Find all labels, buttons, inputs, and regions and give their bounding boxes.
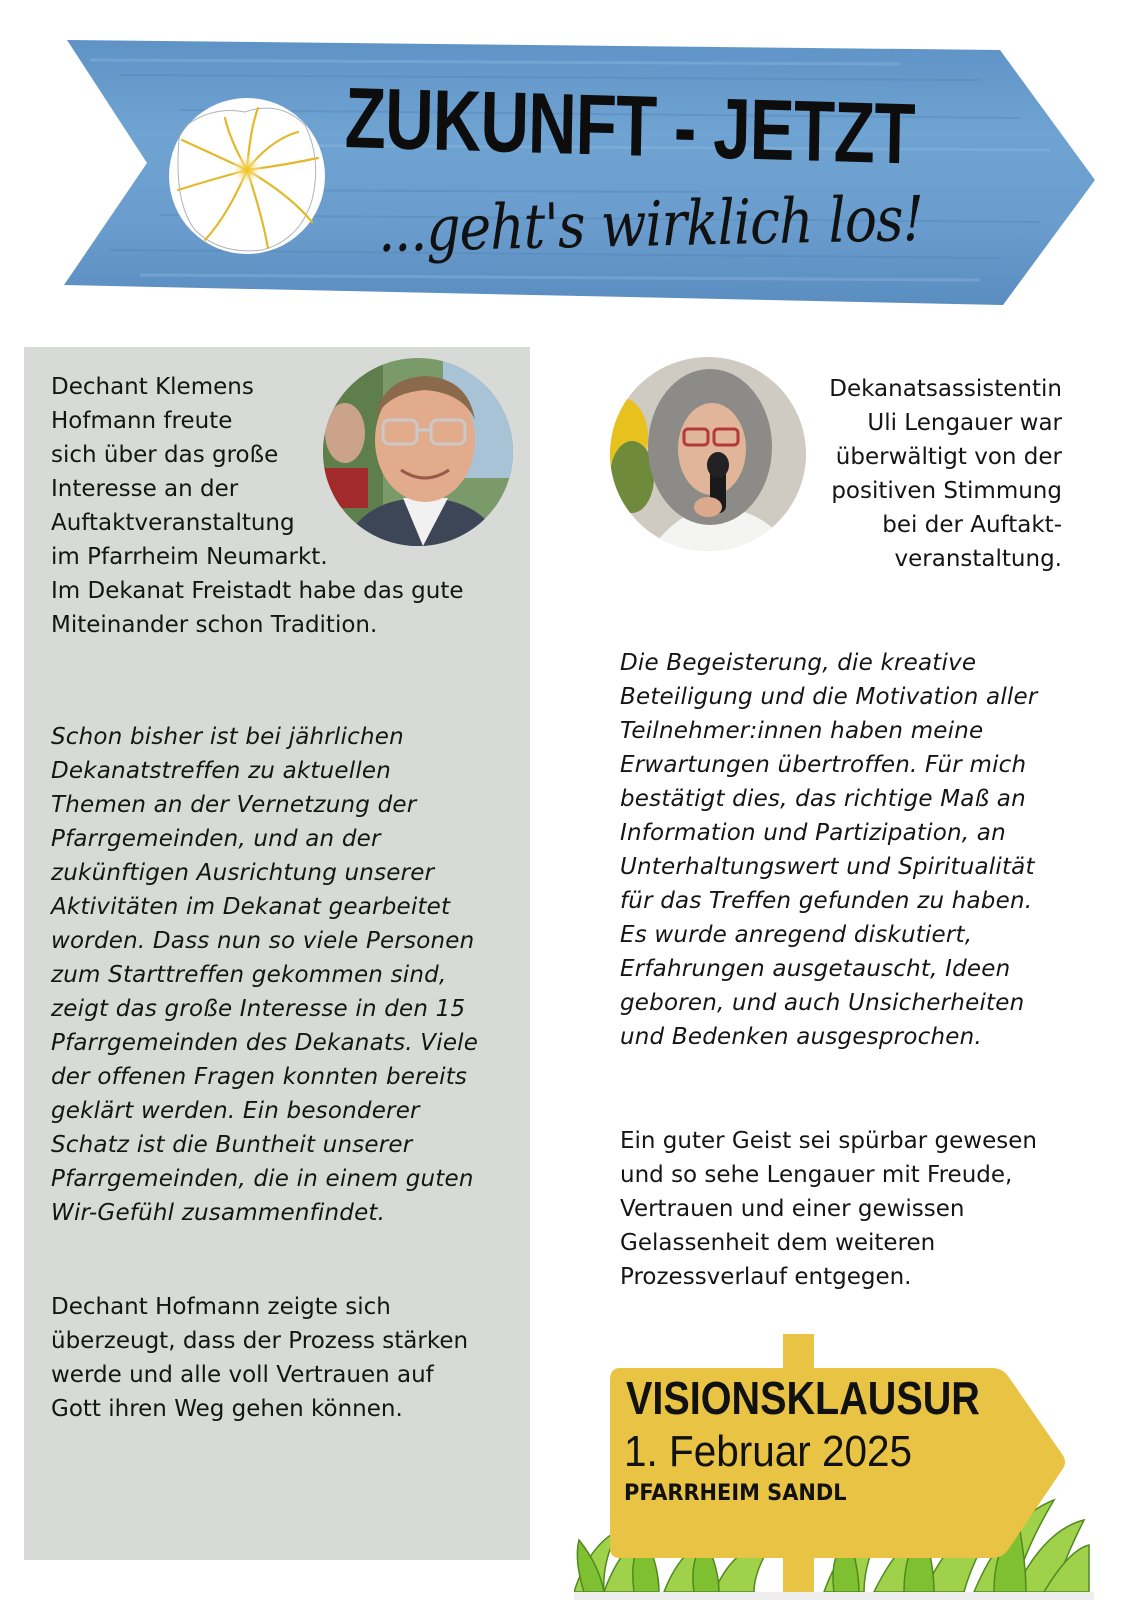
- portrait-woman-icon: [610, 357, 806, 551]
- event-date: 1. Februar 2025: [624, 1427, 913, 1476]
- photo-uli-lengauer: [610, 357, 806, 551]
- event-venue: PFARRHEIM SANDL: [624, 1481, 847, 1506]
- hofmann-intro-text: Dechant Klemens Hofmann freute sich über das große Interesse an der Auftaktveranstaltung im Pfarrheim Neumarkt. Im Dekanat Freistadt habe das gute Miteinander schon Tradition.: [51, 374, 464, 638]
- banner-tagline: ...geht's wirklich los!: [377, 181, 924, 266]
- header-banner: [0, 0, 1131, 330]
- lengauer-closing-text: Ein guter Geist sei spürbar gewesen und so sehe Lengauer mit Freude, Vertrauen und einer gewissen Gelassenheit dem weiteren Prozessverlauf entgegen.: [620, 1128, 1037, 1290]
- event-signpost: [574, 1330, 1094, 1600]
- lengauer-intro-text: Dekanatsassistentin Uli Lengauer war überwältigt von der positiven Stimmung bei der Auftakt- veranstaltung.: [829, 376, 1062, 572]
- deanery-map-icon: [169, 98, 325, 254]
- hofmann-quote: Schon bisher ist bei jährlichen Dekanatstreffen zu aktuellen Themen an der Vernetzung der Pfarrgemeinden, und an der zukünftigen Ausrichtung unserer Aktivitäten im Dekanat gearbeitet worden. Dass nun so viele Personen zum Starttreffen gekommen sind, zeigt das große Interesse in den 15 Pfarrgemeinden des Dekanats. Viele der offenen Fragen konnten bereits geklärt werden. Ein besonderer Schatz ist die Buntheit unserer Pfarrgemeinden, die in einem guten Wir-Gefühl zusammenfindet.: [51, 724, 479, 1226]
- hofmann-closing-text: Dechant Hofmann zeigte sich überzeugt, dass der Prozess stärken werde und alle voll Vertrauen auf Gott ihren Weg gehen können.: [51, 1294, 469, 1422]
- banner-title: ZUKUNFT - JETZT: [344, 70, 916, 183]
- event-title: VISIONSKLAUSUR: [626, 1372, 980, 1424]
- lengauer-quote: Die Begeisterung, die kreative Beteiligung und die Motivation aller Teilnehmer:innen haben meine Erwartungen übertroffen. Für mich bestätigt dies, das richtige Maß an Information und Partizipation, an Unterhaltungswert und Spiritualität für das Treffen gefunden zu haben. Es wurde anregend diskutiert, Erfahrungen ausgetauscht, Ideen geboren, und auch Unsicherheiten und Bedenken ausgesprochen.: [620, 650, 1038, 1050]
